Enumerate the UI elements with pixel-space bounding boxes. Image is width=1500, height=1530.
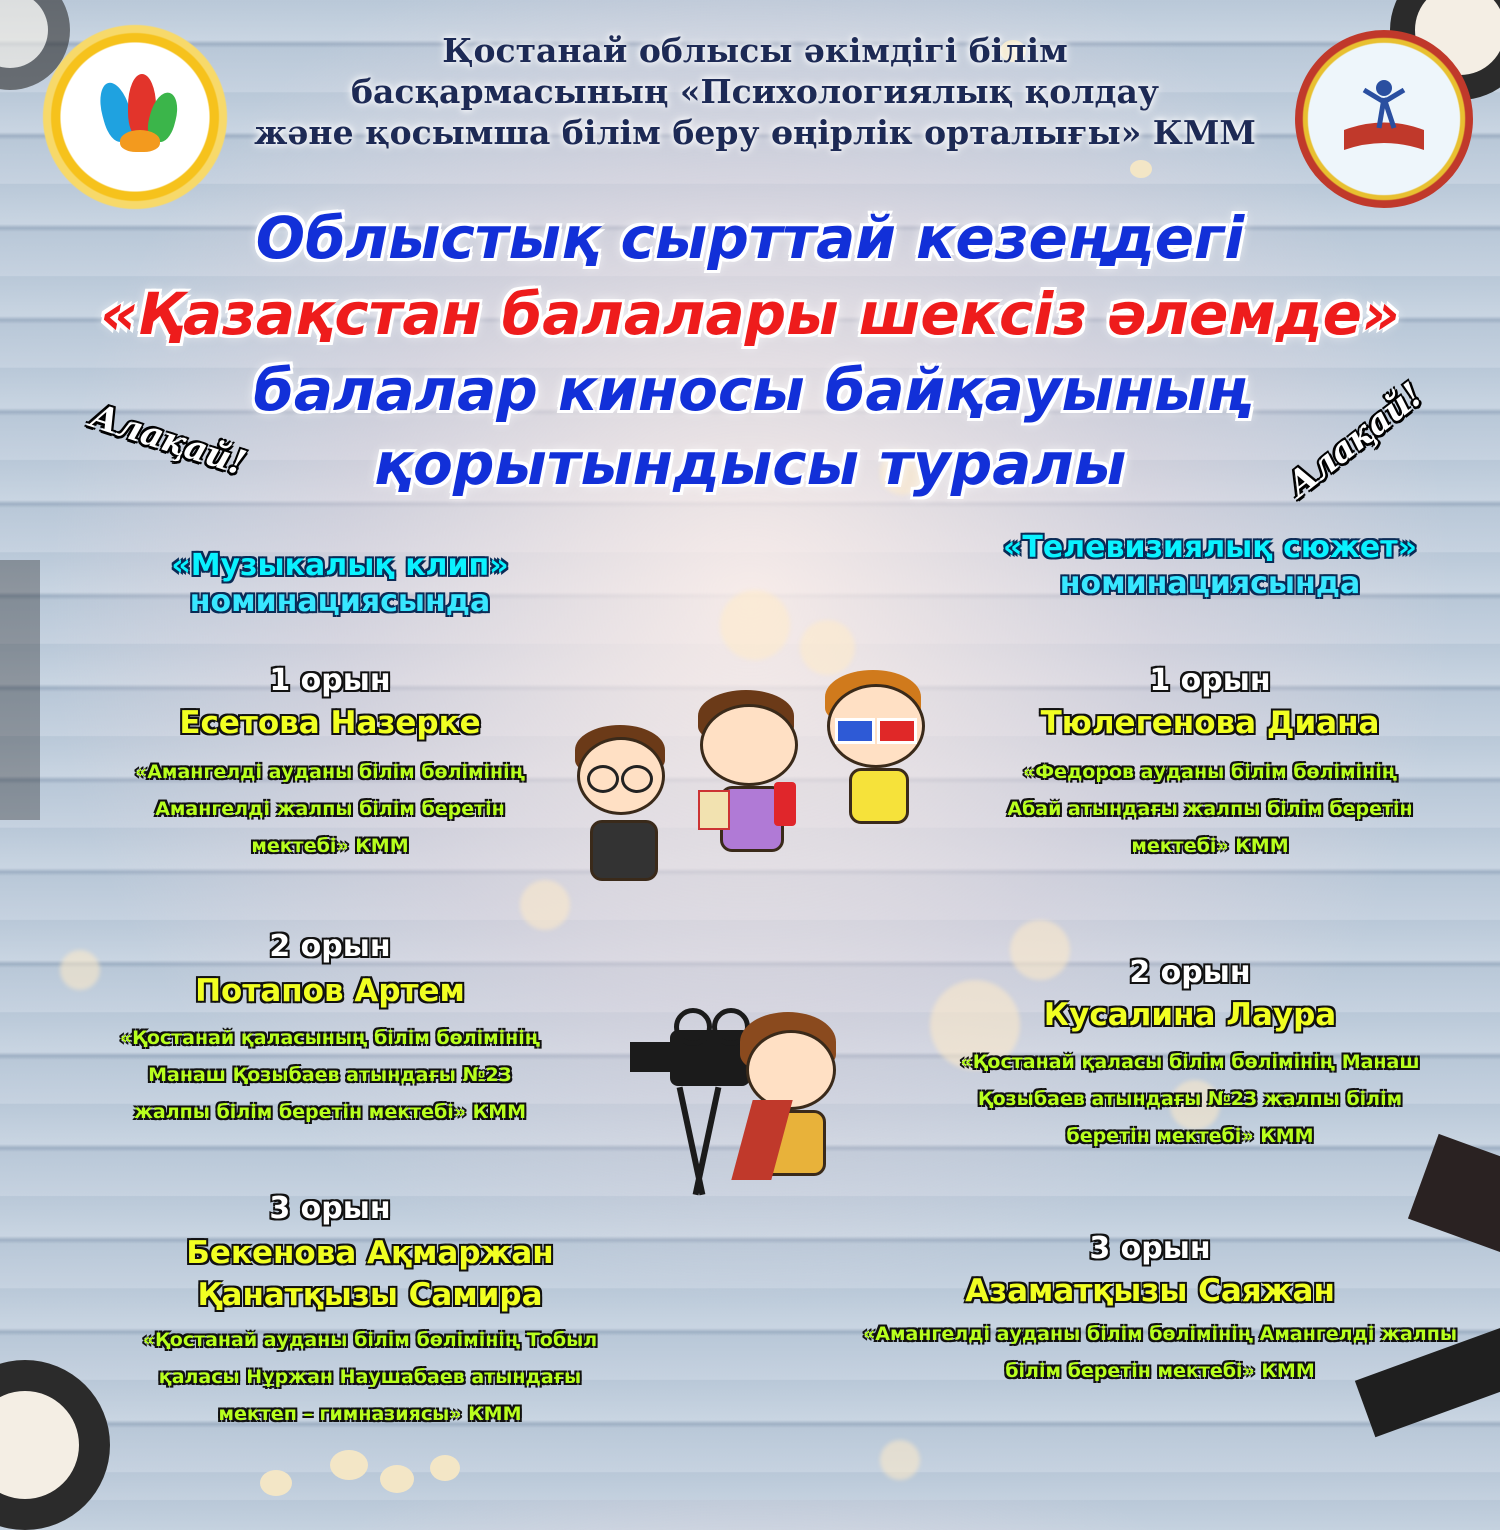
cartoon-kid-clapboard	[565, 725, 675, 885]
popcorn-decor	[1130, 160, 1152, 178]
school-name	[60, 754, 600, 865]
winner-name: Бекенова Ақмаржан	[186, 1235, 554, 1271]
book-figure-icon	[1339, 70, 1429, 170]
school-line: «Амангелді ауданы білім бөлімінің	[134, 761, 526, 783]
nomination-left	[90, 548, 590, 620]
school-line: «Федоров ауданы білім бөлімінің	[1022, 761, 1398, 783]
nomination-title: «Телевизиялық сюжет»	[1002, 530, 1418, 565]
nomination-title: «Музыкалық клип»	[171, 548, 509, 583]
school-line: білім беретін мектебі» КММ	[1005, 1360, 1315, 1382]
nomination-subtitle: номинациясында	[1059, 566, 1361, 601]
place-label: 3 орын	[269, 1191, 391, 1226]
school-name	[830, 1316, 1490, 1390]
title-line-4: қорытындысы туралы	[373, 430, 1127, 498]
school-line: «Қостанай ауданы білім бөлімінің Тобыл	[142, 1329, 598, 1351]
org-logo-left	[40, 22, 230, 212]
school-name	[60, 1322, 680, 1433]
school-name	[940, 754, 1480, 865]
bokeh-light	[880, 1440, 920, 1480]
school-line: Абай атындағы жалпы білім беретін	[1007, 798, 1413, 820]
filmstrip-decor	[0, 560, 40, 820]
title-line-1: Облыстық сырттай кезеңдегі	[255, 204, 1245, 272]
bokeh-light	[720, 590, 790, 660]
org-line: Қостанай облысы әкімдігі білім	[442, 31, 1068, 70]
bokeh-light	[800, 620, 855, 675]
winner-name: Кусалина Лаура	[1043, 997, 1337, 1033]
org-line: басқармасының «Психологиялық қолдау	[351, 72, 1159, 111]
school-name	[50, 1020, 610, 1131]
school-line: «Қостанай қаласының білім бөлімінің	[119, 1027, 541, 1049]
organization-name	[250, 30, 1260, 153]
place-label: 2 орын	[1129, 955, 1251, 990]
school-line: қаласы Нұржан Наушабаев атындағы	[158, 1366, 582, 1388]
nomination-right	[930, 530, 1490, 602]
school-line: «Қостанай қаласы білім бөлімінің Манаш	[960, 1051, 1420, 1073]
school-line: мектебі» КММ	[1131, 835, 1289, 857]
title-line-2: «Қазақстан балалары шексіз әлемде»	[100, 280, 1400, 348]
winner-name: Потапов Артем	[195, 973, 465, 1009]
org-line: және қосымша білім беру өңірлік орталығы» КММ	[254, 113, 1256, 152]
place-label: 1 орын	[1149, 663, 1271, 698]
school-line: жалпы білім беретін мектебі» КММ	[133, 1101, 527, 1123]
nomination-subtitle: номинациясында	[189, 584, 491, 619]
popcorn-decor	[260, 1470, 292, 1496]
place-label: 1 орын	[269, 663, 391, 698]
alakai-sticker-right: Алақай!	[1279, 374, 1431, 506]
cartoon-kid-popcorn	[690, 690, 810, 860]
school-line: беретін мектебі» КММ	[1066, 1125, 1314, 1147]
winner-name: Есетова Назерке	[179, 705, 481, 741]
popcorn-decor	[430, 1455, 460, 1481]
bokeh-light	[520, 880, 570, 930]
winner-name: Қанатқызы Самира	[197, 1277, 543, 1313]
popcorn-decor	[380, 1465, 414, 1493]
place-label: 2 орын	[269, 929, 391, 964]
cartoon-kid-movie-camera	[630, 1000, 860, 1210]
winner-name: Тюлегенова Диана	[1040, 705, 1380, 741]
school-line: Қозыбаев атындағы №23 жалпы білім	[977, 1088, 1403, 1110]
school-line: Амангелді жалпы білім беретін	[155, 798, 505, 820]
school-line: Манаш Қозыбаев атындағы №23	[148, 1064, 512, 1086]
popcorn-decor	[330, 1450, 368, 1480]
title-line-3: балалар киносы байқауының	[253, 356, 1247, 424]
place-label: 3 орын	[1089, 1231, 1211, 1266]
alakai-sticker-left: Алақай!	[85, 396, 251, 484]
school-line: мектеп – гимназиясы» КММ	[218, 1403, 522, 1425]
winner-name: Азаматқызы Саяжан	[965, 1273, 1335, 1309]
school-line: мектебі» КММ	[251, 835, 409, 857]
school-name	[910, 1044, 1470, 1155]
cartoon-kid-3d-glasses	[815, 670, 935, 830]
org-logo-right	[1295, 30, 1473, 208]
school-line: «Амангелді ауданы білім бөлімінің Амангелді жалпы	[862, 1323, 1458, 1345]
